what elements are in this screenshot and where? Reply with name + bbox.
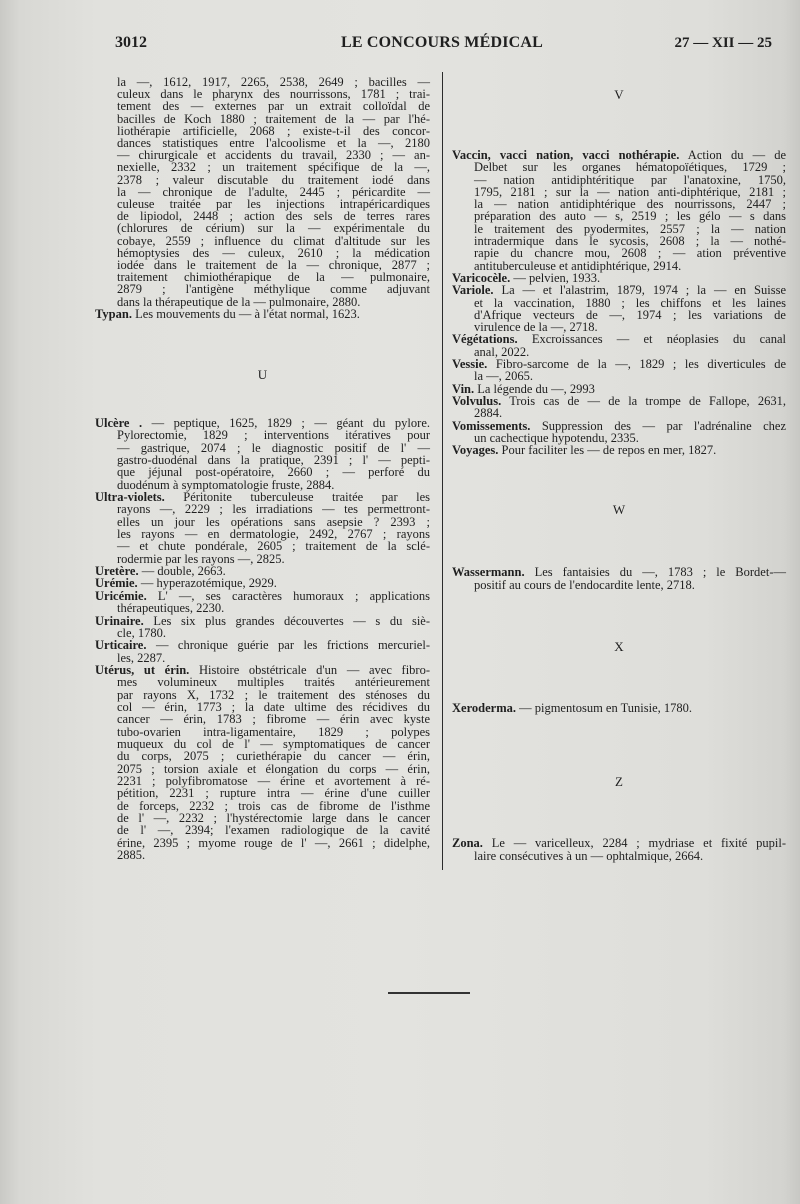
index-line: mes volumineux multiples traités antérieurement [117, 675, 430, 690]
index-line: la — chronique de l'adulte, 2445 ; péricardite — [117, 184, 430, 199]
index-line: le traitement des pyodermites, 2557 ; la — nation [474, 221, 786, 236]
entry-term: Vin. [452, 381, 475, 396]
index-line: par rayons X, 1732 ; le traitement des sténoses du [117, 687, 430, 702]
section-u [95, 417, 430, 861]
entry-text: Trois cas de — de la trompe de Fallope, 2631, [509, 393, 786, 408]
entry-term: Variole. [452, 283, 494, 298]
index-entry-urinaire [95, 615, 430, 640]
index-entry-vaccin [452, 149, 786, 272]
end-rule [388, 992, 470, 994]
section-z [452, 837, 786, 863]
index-entry-zona [452, 837, 786, 863]
entry-term: Urinaire. [95, 613, 144, 628]
index-line: gastro-duodénal dans la pratique, 2391 ; l' — pepti- [117, 453, 430, 468]
index-line [95, 308, 430, 320]
entry-term: Uretère. [95, 564, 139, 579]
index-line: — chirurgicale et accidents du travail, 2330 ; — an- [117, 148, 430, 163]
page-number: 3012 [115, 34, 147, 51]
index-line: de l' —, 2232 ; l'hystérectomie large dans le cancer [117, 811, 430, 825]
index-line: virulence de la —, 2718. [474, 320, 598, 335]
index-entry-uricemie [95, 590, 430, 615]
entry-term: Végétations. [452, 332, 518, 347]
index-line: cancer — érin, 1783 ; fibrome — érin avec kyste [117, 712, 430, 727]
entry-term: Varicocèle. [452, 270, 511, 285]
index-line [452, 284, 786, 296]
entry-text: — hyperazotémique, 2929. [140, 576, 277, 591]
index-line: et la vaccination, 1880 ; les chiffons et les laines [474, 295, 786, 310]
entry-text: Péritonite tuberculeuse traitée par les [183, 490, 431, 505]
index-line: Delbet sur les organes hématopoïétiques, 1729 ; [474, 160, 786, 175]
index-line: d'Afrique vecteurs de —, 1974 ; les variations de [474, 307, 786, 322]
index-entry-vessie [452, 358, 786, 383]
index-entry-xeroderma [452, 702, 786, 715]
index-line [95, 639, 430, 651]
section-v [452, 149, 786, 456]
section-letter-z: Z [615, 774, 623, 789]
entry-text: — pigmentosum en Tunisie, 1780. [519, 701, 693, 715]
entry-term: Ulcère . [95, 416, 143, 430]
index-entry-volvulus [452, 395, 786, 420]
issue-date: 27 — XII — 25 [674, 35, 772, 51]
index-line [452, 702, 786, 715]
entry-term: Ultra-violets. [95, 490, 165, 505]
index-line: iodée dans le traitement de la — chronique, 2877 ; [117, 258, 430, 273]
entry-term: Voyages. [452, 443, 499, 458]
index-line: traitement chimiothérapique de la — pulmonaire, [117, 270, 430, 285]
entry-text: Suppression des — par l'adrénaline chez [541, 418, 786, 433]
right-column [452, 0, 786, 1000]
index-line: 2885. [117, 848, 146, 863]
index-line: 2884. [474, 406, 503, 421]
index-line: rayons —, 2229 ; les irradiations — tes permettront- [117, 502, 430, 517]
section-t-continued [95, 76, 430, 320]
entry-text: — double, 2663. [141, 564, 226, 579]
entry-term: Wassermann. [452, 565, 525, 579]
index-line: 2378 ; valeur discutable du traitement iodé dans [117, 172, 430, 187]
index-entry-typan [95, 308, 430, 320]
entry-text: Fibro-sarcome de la —, 1829 ; les diverticules de [495, 357, 787, 372]
index-line: de lipiodol, 2448 ; action des sels de terres rares [117, 209, 430, 224]
entry-text: — peptique, 1625, 1829 ; — géant du pylore. [151, 416, 430, 430]
entry-term: Vaccin, vacci nation, vacci nothérapie. [452, 148, 680, 162]
index-entry-vegetations [452, 333, 786, 358]
index-line: — nation antidiphtéritique par l'anatoxine, 1750, [474, 172, 786, 187]
entry-text: La — et l'alastrim, 1879, 1974 ; la — en Suisse [501, 283, 786, 298]
journal-title: LE CONCOURS MÉDICAL [340, 34, 544, 51]
entry-term: Urémie. [95, 576, 138, 591]
index-line: la —, 1612, 1917, 2265, 2538, 2649 ; bacilles — [117, 75, 430, 89]
index-line [95, 615, 430, 627]
index-line: pétition, 2231 ; rupture intra — érine d'une cuiller [117, 786, 430, 801]
index-entry-variole [452, 284, 786, 333]
index-entry-ultra-violets [95, 491, 430, 565]
index-line: bacilles de Koch 1880 ; traitement de la — par l'hé- [117, 111, 430, 126]
index-line [452, 420, 786, 432]
entry-text: Les fantaisies du —, 1783 ; le Bordet-— [534, 565, 786, 579]
index-line: que jéjunal post-opératoire, 2660 ; — perforé du [117, 465, 430, 480]
entry-text: Action du — de [687, 148, 786, 162]
index-line: anal, 2022. [474, 344, 530, 359]
index-line: les rayons — en dermatologie, 2492, 2767 ; rayons [117, 527, 430, 542]
index-line: dans la thérapeutique de la — pulmonaire, 2880. [117, 294, 361, 309]
entry-text: — chronique guérie par les frictions mercuriel- [155, 638, 430, 653]
index-line: tubo-ovarien intra-ligamentaire, 1829 ; polypes [117, 724, 430, 739]
index-line: 2075 ; torsion axiale et élongation du corps — érin, [117, 761, 430, 776]
index-line: cle, 1780. [117, 625, 166, 640]
index-line: 2879 ; l'antigène méthylique comme adjuvant [117, 282, 430, 297]
section-letter-u: U [257, 367, 268, 382]
index-line: laire consécutives à un — ophtalmique, 2664. [474, 849, 704, 863]
column-divider [442, 72, 443, 870]
index-line: la —, 2065. [474, 369, 534, 384]
entry-term: Volvulus. [452, 393, 502, 408]
index-line: Pylorectomie, 1829 ; interventions itératives pour [117, 428, 430, 443]
index-entry-wassermann [452, 566, 786, 592]
section-letter-v: V [614, 87, 624, 102]
index-line: les, 2287. [117, 650, 166, 665]
index-line: la — nation antidiphtérique des nourrissons, 2447 ; [474, 197, 786, 212]
index-line: nexielle, 2332 ; un traitement spécifique de la —, [117, 160, 430, 175]
index-line: du corps, 2075 ; curiethérapie du cancer — érin, [117, 749, 430, 764]
index-line: 1795, 2181 ; sur la — nation anti-diphtérique, 2181 ; [474, 184, 786, 199]
entry-term: Xeroderma. [452, 701, 516, 715]
entry-term: Vessie. [452, 357, 488, 372]
index-line [452, 395, 786, 407]
entry-term: Urticaire. [95, 638, 147, 653]
entry-text: — pelvien, 1933. [513, 270, 601, 285]
index-line: de l' —, 2394; l'examen radiologique de la cavité [117, 823, 430, 838]
index-entry-continued [95, 76, 430, 308]
index-line: hémoptysies des — culeux, 2610 ; la médication [117, 245, 430, 260]
entry-text: Le — varicelleux, 2284 ; mydriase et fixité pupil- [491, 836, 787, 850]
entry-text: Pour faciliter les — de repos en mer, 1827. [501, 443, 717, 458]
index-line: antituberculeuse et antidiphtérique, 2914. [474, 258, 682, 273]
index-line: thérapeutiques, 2230. [117, 601, 225, 616]
left-column [95, 0, 430, 1000]
index-line: — gastrique, 2074 ; le diagnostic positif de l' — [117, 440, 430, 455]
index-line: tement des — externes par un extrait colloïdal de [117, 99, 430, 114]
index-line: culeuse traitée par les injections intrapéricardiques [117, 197, 430, 212]
index-line: — et chute pondérale, 2605 ; traitement de la sclé- [117, 539, 430, 554]
index-line: (chlorures de cérium) sur la — expérimentale du [117, 221, 430, 236]
entry-text: Les six plus grandes découvertes — s du siè- [153, 613, 430, 628]
index-line: rapie du chancre mou, 2608 ; — ation préventive [474, 246, 786, 261]
entry-term: Utérus, ut érin. [95, 662, 190, 677]
index-line: liothérapie artificielle, 2068 ; existe-t-il des concor- [117, 123, 430, 138]
index-line: duodénum à symptomatologie fruste, 2884. [117, 477, 335, 492]
index-entry-urticaire [95, 639, 430, 664]
index-entry-uterus [95, 664, 430, 862]
section-w [452, 566, 786, 592]
index-entry-vomissements [452, 420, 786, 445]
index-line: 2231 ; polyfibromatose — érine et avortement à ré- [117, 773, 430, 788]
index-line: positif au cours de l'endocardite lente, 2718. [474, 578, 695, 592]
index-entry-ulcere [95, 417, 430, 491]
index-line: cobaye, 2559 ; influence du climat d'altitude sur les [117, 233, 430, 248]
entry-term: Typan. [95, 306, 132, 321]
section-letter-w: W [612, 502, 626, 517]
index-line: un cachectique hypotendu, 2335. [474, 430, 639, 445]
index-line: muqueux du col de l' — symptomatiques de cancer [117, 736, 430, 751]
entry-term: Zona. [452, 836, 483, 850]
entry-term: Vomissements. [452, 418, 531, 433]
entry-text: La légende du —, 2993 [477, 381, 595, 396]
index-line: culeux dans le pharynx des nourrissons, 1781 ; trai- [117, 87, 430, 102]
entry-text: L' —, ses caractères humoraux ; applications [157, 588, 430, 603]
entry-text: Les mouvements du — à l'état normal, 1623. [135, 306, 360, 321]
entry-text: Histoire obstétricale d'un — avec fibro- [198, 662, 430, 677]
index-line [452, 444, 786, 456]
index-line: col — érin, 1773 ; la date ultime des récidives du [117, 699, 430, 714]
index-line: préparation des auto — s, 2519 ; les gélo — s dans [474, 209, 786, 224]
section-letter-x: X [614, 639, 624, 654]
section-x [452, 702, 786, 715]
entry-text: Excroissances — et néoplasies du canal [531, 332, 787, 347]
index-line: intradermique dans le sycosis, 2608 ; la — nothé- [474, 234, 786, 249]
index-line [452, 333, 786, 345]
entry-term: Uricémie. [95, 588, 147, 603]
index-line: dances statistiques entre l'alcoolisme et la —, 2180 [117, 136, 430, 151]
index-line: de forceps, 2232 ; trois cas de fibrome de l'isthme [117, 798, 430, 813]
index-line: elles un jour les opérations sans asepsie ? 2393 ; [117, 514, 430, 529]
index-entry-voyages [452, 444, 786, 456]
index-line: rodermie par les rayons —, 2825. [117, 551, 285, 566]
index-line: érine, 2395 ; myome rouge de l' —, 2661 ; didelphe, [117, 835, 430, 850]
